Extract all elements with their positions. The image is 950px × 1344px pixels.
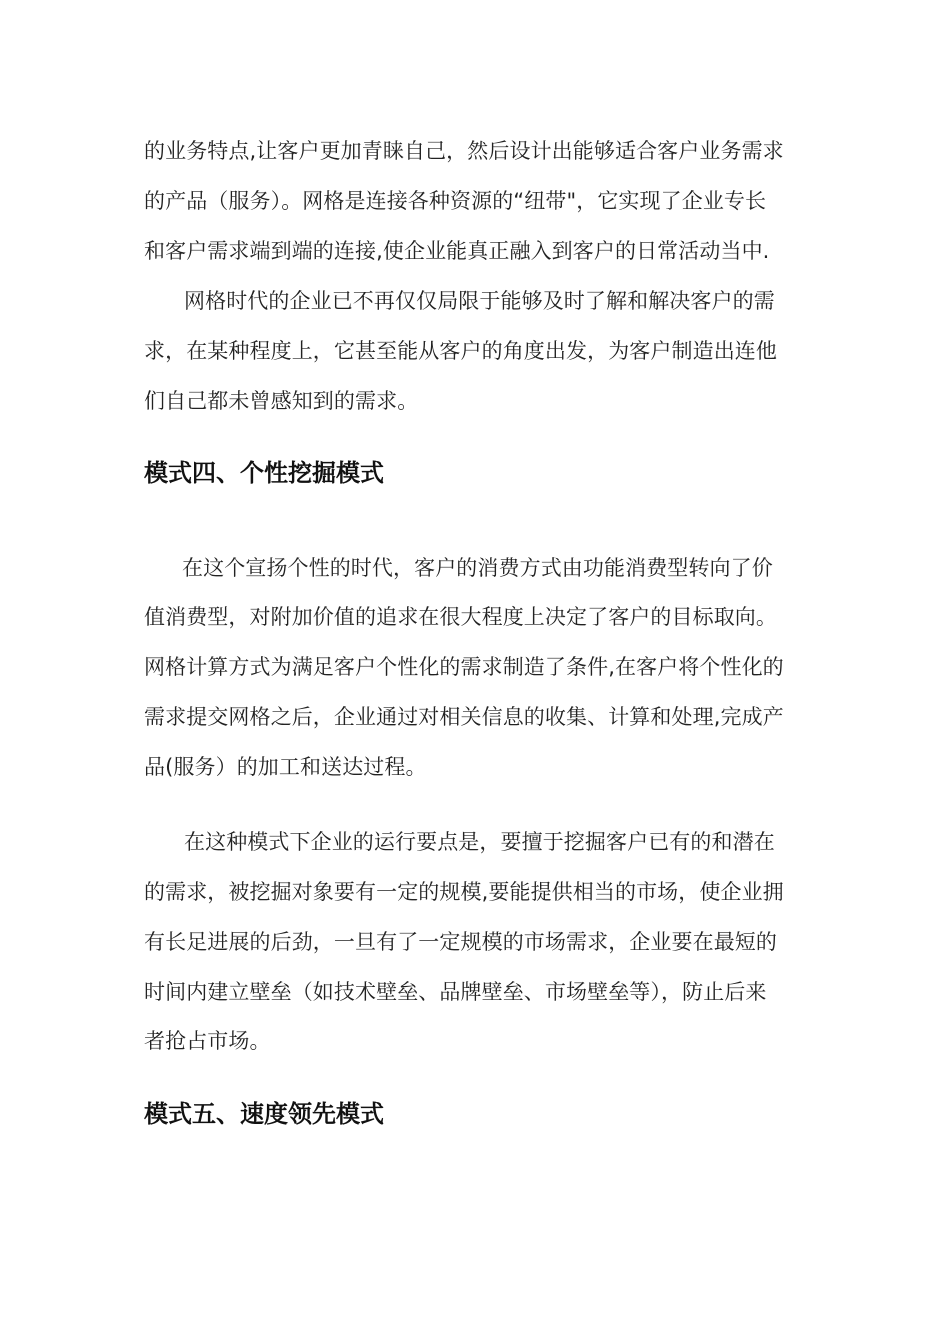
paragraph-line: 需求提交网格之后，企业通过对相关信息的收集、计算和处理,完成产 bbox=[144, 705, 784, 729]
section-heading: 模式五、速度领先模式 bbox=[144, 1100, 384, 1128]
section-heading: 模式四、个性挖掘模式 bbox=[144, 459, 384, 487]
paragraph-line: 网格时代的企业已不再仅仅局限于能够及时了解和解决客户的需 bbox=[184, 289, 775, 313]
paragraph-line: 有长足进展的后劲，一旦有了一定规模的市场需求，企业要在最短的 bbox=[144, 930, 777, 954]
paragraph-line: 们自己都未曾感知到的需求。 bbox=[144, 389, 419, 413]
paragraph-line: 的产品（服务）。网格是连接各种资源的“纽带"，它实现了企业专长 bbox=[144, 189, 767, 213]
paragraph-line: 品(服务）的加工和送达过程。 bbox=[144, 755, 427, 779]
paragraph-line: 在这个宣扬个性的时代，客户的消费方式由功能消费型转向了价 bbox=[182, 556, 773, 580]
paragraph-line: 时间内建立壁垒（如技术壁垒、品牌壁垒、市场壁垒等），防止后来 bbox=[144, 980, 767, 1004]
paragraph-line: 的需求，被挖掘对象要有一定的规模,要能提供相当的市场，使企业拥 bbox=[144, 880, 784, 904]
paragraph-line: 的业务特点,让客户更加青睐自己，然后设计出能够适合客户业务需求 bbox=[144, 139, 784, 163]
paragraph-line: 和客户需求端到端的连接,使企业能真正融入到客户的日常活动当中. bbox=[144, 239, 770, 263]
paragraph-line: 网格计算方式为满足客户个性化的需求制造了条件,在客户将个性化的 bbox=[144, 655, 784, 679]
paragraph-line: 者抢占市场。 bbox=[144, 1029, 271, 1053]
paragraph-line: 在这种模式下企业的运行要点是，要擅于挖掘客户已有的和潜在 bbox=[184, 830, 775, 854]
paragraph-line: 值消费型，对附加价值的追求在很大程度上决定了客户的目标取向。 bbox=[144, 605, 777, 629]
paragraph-line: 求，在某种程度上，它甚至能从客户的角度出发，为客户制造出连他 bbox=[144, 339, 777, 363]
